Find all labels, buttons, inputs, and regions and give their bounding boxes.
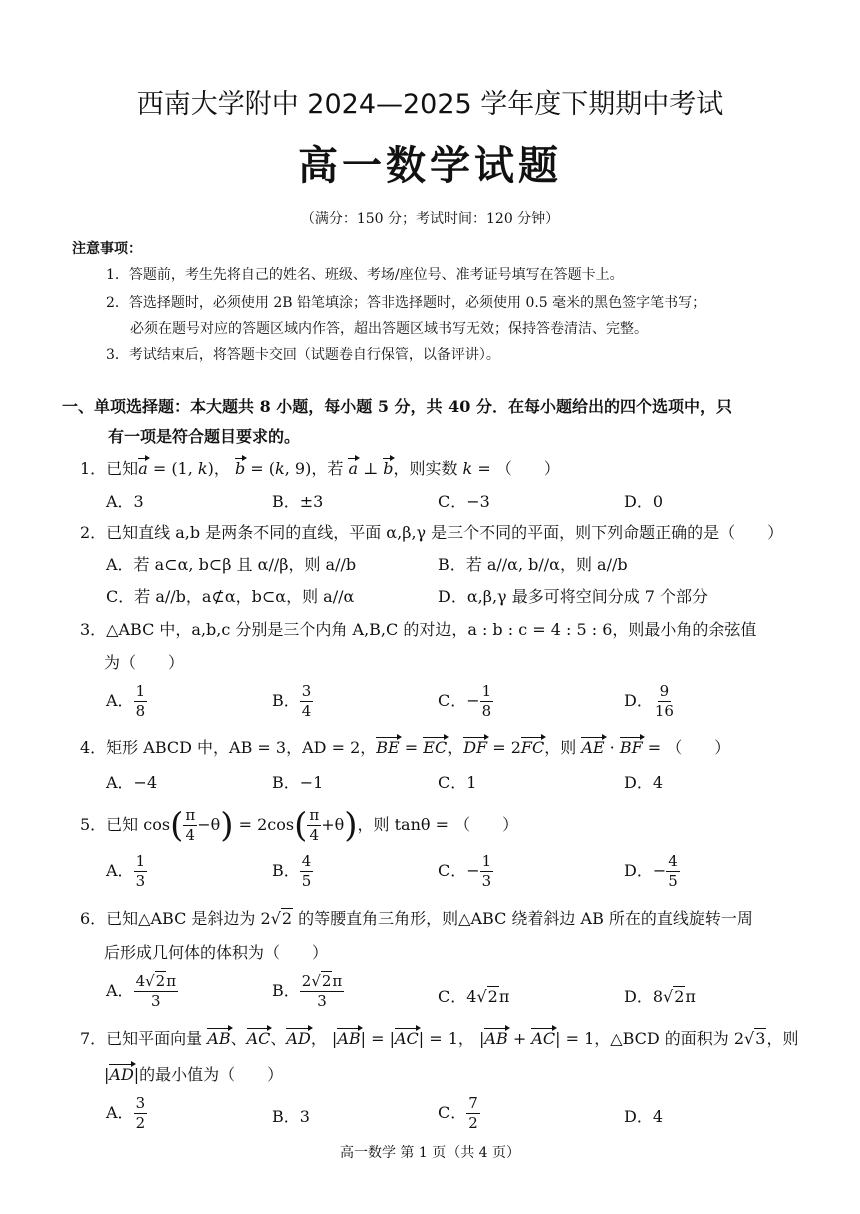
- option-a: A． $\frac{1}{8}$: [106, 682, 146, 720]
- option-b: B．若 a//α, b//α，则 a//b: [438, 555, 628, 574]
- option-d: D．0: [624, 492, 664, 511]
- option-a: A． $\frac{1}{3}$: [106, 852, 146, 890]
- question-6-stem-cont: 后形成几何体的体积为（ ）: [104, 943, 329, 962]
- question-7-stem: 7．已知平面向量 AB、AC、AD， |AB| = |AC| = 1， |AB + AC| = 1，△BCD 的面积为 2√3，则: [80, 1029, 799, 1048]
- notice-item: 1．答题前，考生先将自己的姓名、班级、考场/座位号、准考证号填写在答题卡上。: [106, 267, 624, 283]
- option-c: C． $\frac{7}{2}$: [438, 1094, 478, 1132]
- option-c: C．−3: [438, 492, 490, 511]
- notice-heading: 注意事项：: [72, 241, 142, 257]
- section-heading: 一、单项选择题：本大题共 8 小题，每小题 5 分，共 40 分．在每小题给出的四个选项中，只: [62, 397, 732, 416]
- option-a: A．若 a⊂α, b⊂β 且 α//β，则 a//b: [106, 555, 357, 574]
- option-c: C．4√2π: [438, 987, 510, 1006]
- question-2-stem: 2．已知直线 a,b 是两条不同的直线，平面 α,β,γ 是三个不同的平面，则下列命题正确的是（ ）: [80, 523, 784, 542]
- exam-title: 高一数学试题: [298, 143, 562, 189]
- question-3-stem: 3．△ABC 中，a,b,c 分别是三个内角 A,B,C 的对边，a : b : c = 4 : 5 : 6，则最小角的余弦值: [80, 620, 757, 639]
- question-5-stem: 5．已知 cos( $\frac{\pi}{4}$ −θ) = 2cos( $\frac{\pi}{4}$ +θ)，则 tanθ = （ ）: [80, 805, 519, 846]
- question-1-stem: 1．已知a = (1, k)， b = (k, 9)，若 a ⊥ b，则实数 k = （ ）: [80, 459, 560, 478]
- exam-meta: （满分：150 分；考试时间：120 分钟）: [300, 211, 560, 227]
- question-7-stem-cont: |AD|的最小值为（ ）: [104, 1065, 284, 1084]
- page-footer: 高一数学 第 1 页（共 4 页）: [339, 1145, 521, 1161]
- option-b: B．3: [272, 1107, 310, 1126]
- option-b: B．−1: [272, 773, 324, 792]
- option-a: A． $\frac{3}{2}$: [106, 1094, 146, 1132]
- option-c: C．− $\frac{1}{8}$: [438, 682, 492, 720]
- notice-item: 必须在题号对应的答题区域内作答，超出答题区域书写无效；保持答卷清洁、完整。: [130, 321, 648, 337]
- option-d: D． $\frac{9}{16}$: [624, 682, 674, 720]
- notice-item: 3．考试结束后，将答题卡交回（试题卷自行保管，以备评讲）。: [106, 347, 500, 363]
- option-b: B． $\frac{2√2\pi}{3}$: [272, 972, 343, 1010]
- option-a: A．3: [106, 492, 144, 511]
- option-a: A．−4: [106, 773, 158, 792]
- option-d: D．α,β,γ 最多可将空间分成 7 个部分: [438, 587, 709, 606]
- notice-item: 2．答选择题时，必须使用 2B 铅笔填涂；答非选择题时，必须使用 0.5 毫米的黑色签字笔书写；: [106, 295, 707, 311]
- question-6-stem: 6．已知△ABC 是斜边为 2√2 的等腰直角三角形，则△ABC 绕着斜边 AB 所在的直线旋转一周: [80, 909, 753, 928]
- option-b: B． $\frac{4}{5}$: [272, 852, 312, 890]
- option-d: D．− $\frac{4}{5}$: [624, 852, 678, 890]
- question-3-stem-cont: 为（ ）: [104, 653, 185, 672]
- option-d: D．4: [624, 1107, 664, 1126]
- question-4-stem: 4．矩形 ABCD 中，AB = 3，AD = 2，BE = EC，DF = 2FC，则 AE · BF = （ ）: [80, 738, 731, 757]
- option-c: C．1: [438, 773, 477, 792]
- option-b: B．±3: [272, 492, 324, 511]
- option-c: C．− $\frac{1}{3}$: [438, 852, 492, 890]
- option-d: D．8√2π: [624, 987, 696, 1006]
- school-heading: 西南大学附中 2024—2025 学年度下期期中考试: [136, 89, 724, 120]
- section-heading-cont: 有一项是符合题目要求的。: [108, 427, 301, 446]
- option-c: C．若 a//b，a⊄α，b⊂α，则 a//α: [106, 587, 355, 606]
- option-a: A． $\frac{4√2\pi}{3}$: [106, 972, 177, 1010]
- option-b: B． $\frac{3}{4}$: [272, 682, 312, 720]
- option-d: D．4: [624, 773, 664, 792]
